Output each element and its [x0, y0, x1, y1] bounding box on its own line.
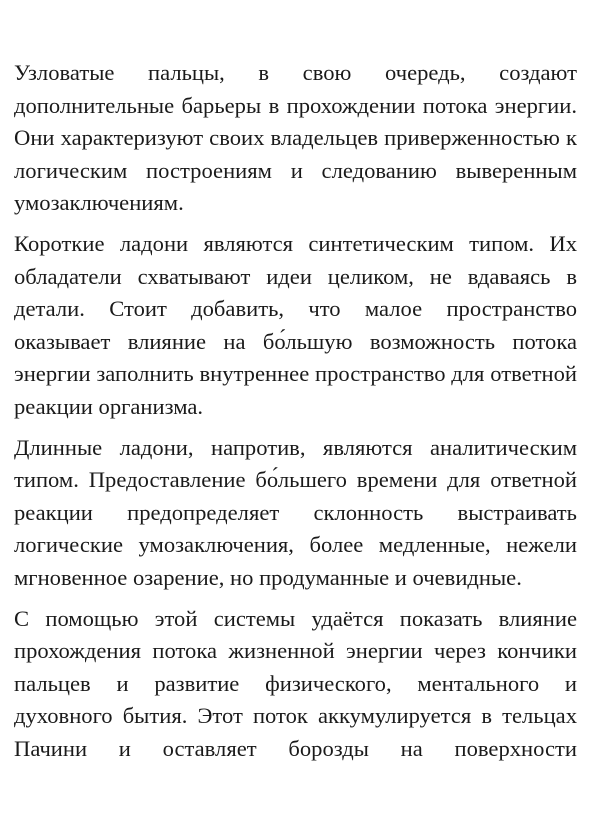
document-page [14, 57, 577, 774]
paragraph-knotty-fingers: Узловатые пальцы, в свою очередь, создают дополнительные барьеры в прохождении потока энергии. Они характеризуют своих владельцев приверженностью к логическим построениям и следованию выверенным умозаключениям. [14, 60, 577, 215]
paragraph-short-palms: Короткие ладони являются синтетическим типом. Их обладатели схватывают идеи целиком, не вдаваясь в детали. Стоит добавить, что малое пространство оказывает влияние на бо́льшую возможность потока энергии заполнить внутреннее пространство для ответной реакции организма. [14, 231, 577, 419]
paragraph-energy-flow: С помощью этой системы удаётся показать влияние прохождения потока жизненной энергии через кончики пальцев и развитие физического, ментального и духовного бытия. Этот поток аккумулируется в тельцах Пачини и оставляет борозды на поверхности [14, 605, 577, 761]
paragraph-long-palms: Длинные ладони, напротив, являются аналитическим типом. Предоставление бо́льшего времени для ответной реакции предопределяет склонность выстраивать логические умозаключения, более медленные, нежели мгновенное озарение, но продуманные и очевидные. [14, 434, 577, 590]
